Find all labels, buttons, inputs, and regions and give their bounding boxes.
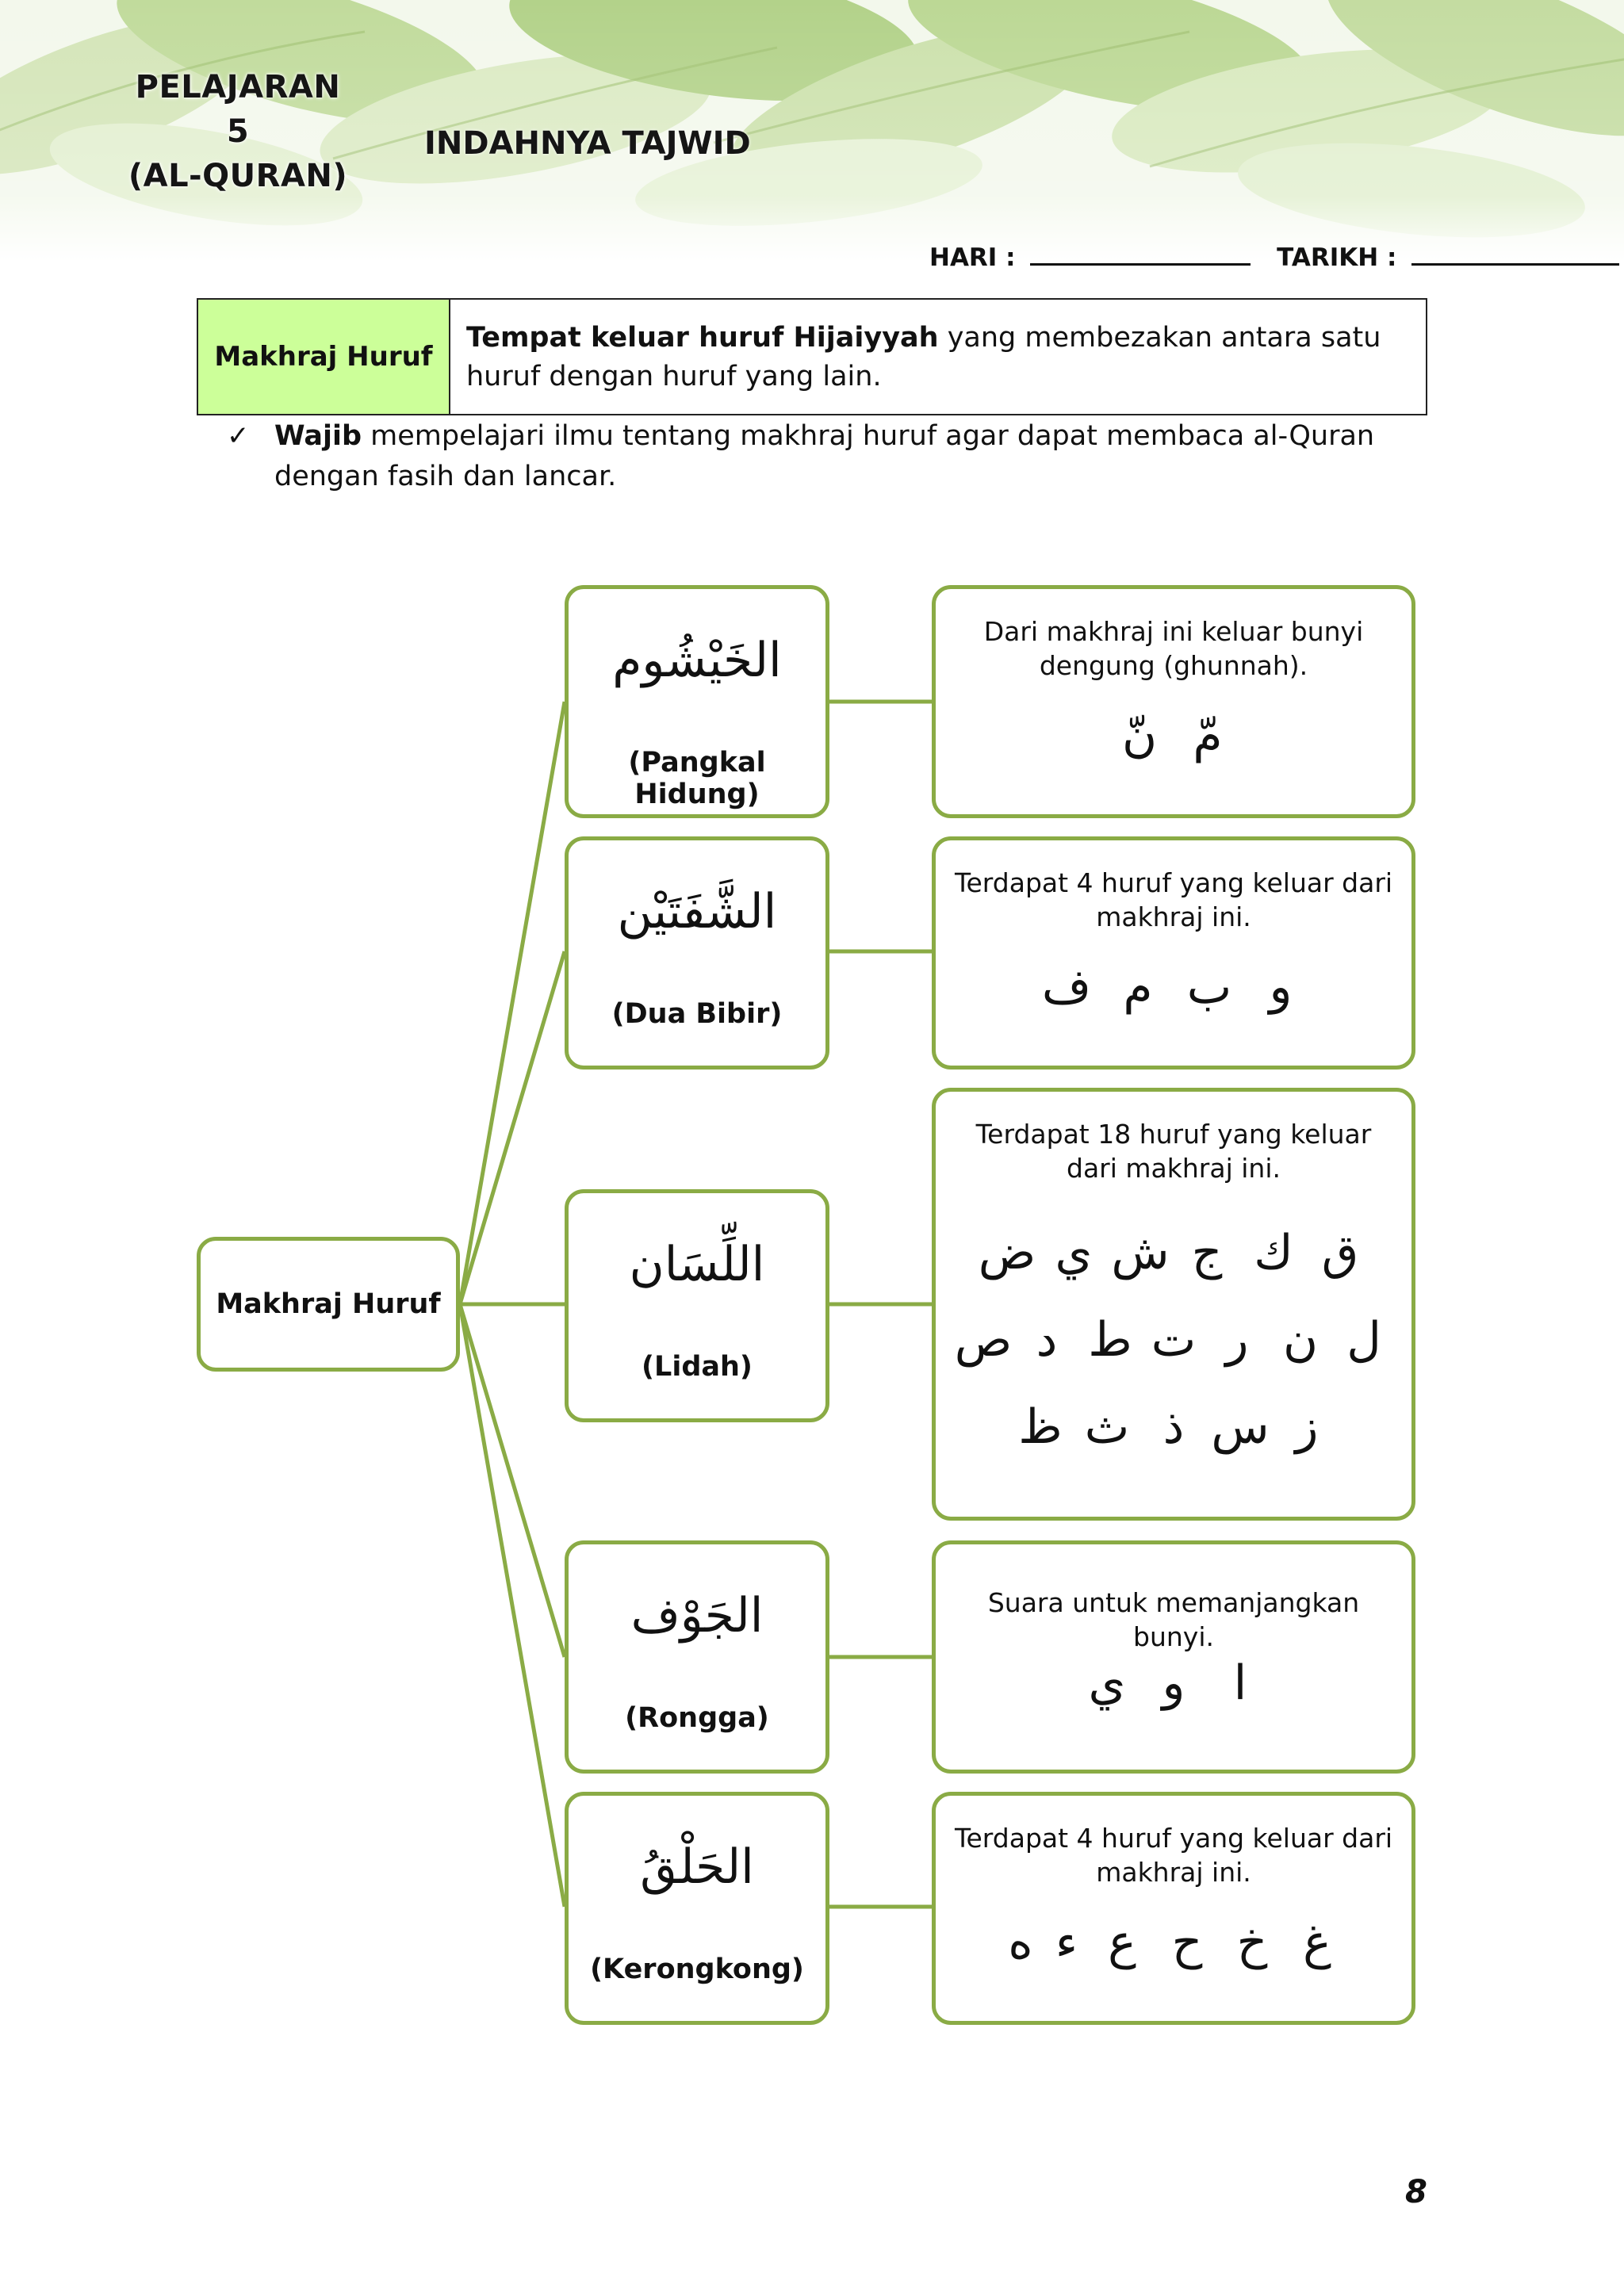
arabic-letter: س <box>1211 1399 1270 1455</box>
arabic-letter: ف <box>1041 959 1092 1015</box>
category-arabic: الخَيْشُوم <box>612 633 782 688</box>
category-label: (Pangkal Hidung) <box>628 747 766 810</box>
category-arabic: الحَلْقُ <box>640 1839 754 1895</box>
arabic-letter: ء <box>1055 1915 1078 1970</box>
arabic-letter: ق <box>1321 1225 1359 1280</box>
arabic-letter: خ <box>1236 1915 1268 1970</box>
note-rest: mempelajari ilmu tentang makhraj huruf agar dapat membaca al-Quran dengan fasih dan lancar. <box>274 420 1375 492</box>
arabic-letter: ت <box>1151 1312 1197 1368</box>
category-label: (Lidah) <box>642 1351 753 1383</box>
hari-label: HARI : <box>929 243 1016 272</box>
checkmark-icon: ✓ <box>227 420 250 452</box>
tarikh-input-line[interactable] <box>1411 239 1619 266</box>
arabic-letter: و <box>1162 1655 1185 1711</box>
category-node-khaisyum <box>565 585 829 818</box>
connector-root-1 <box>460 702 565 1304</box>
category-node-jauf <box>565 1540 829 1774</box>
description-text: Terdapat 4 huruf yang keluar dari makhraj ini. <box>954 867 1393 932</box>
category-arabic: الشَّفَتَيْن <box>617 884 777 939</box>
description-text: Suara untuk memanjangkan bunyi. <box>987 1587 1360 1652</box>
note-bold: Wajib <box>274 420 362 452</box>
description-node-syafatain <box>932 836 1415 1070</box>
arabic-letter: ا <box>1233 1655 1247 1711</box>
arabic-letter: ص <box>954 1312 1013 1368</box>
arabic-letter: غ <box>1303 1915 1331 1970</box>
arabic-letter: ي <box>1088 1655 1126 1711</box>
category-arabic: الجَوْف <box>630 1588 764 1644</box>
letter-row <box>936 959 1411 1015</box>
connector-root-2 <box>460 951 565 1304</box>
description-node-lisan <box>932 1088 1415 1521</box>
category-label: (Dua Bibir) <box>611 998 783 1030</box>
letter-row <box>936 1225 1411 1280</box>
letter-row <box>936 1655 1411 1711</box>
lesson-title <box>111 65 365 198</box>
arabic-letter: ه <box>1008 1915 1033 1970</box>
page-number: 8 <box>1405 2174 1427 2210</box>
definition-text <box>450 300 1426 414</box>
hari-input-line[interactable] <box>1030 239 1251 266</box>
category-node-lisan <box>565 1189 829 1422</box>
lesson-line: PELAJARAN <box>135 69 341 105</box>
description-node-khaisyum <box>932 585 1415 818</box>
arabic-letter: ك <box>1254 1225 1293 1280</box>
category-node-halq <box>565 1792 829 2025</box>
category-node-syafatain <box>565 836 829 1070</box>
description-node-jauf <box>932 1540 1415 1774</box>
arabic-letter: مّ <box>1193 708 1223 763</box>
arabic-letter: ز <box>1295 1399 1319 1455</box>
letter-row <box>936 1399 1411 1455</box>
lesson-line: 5 <box>226 113 250 150</box>
arabic-letter: ش <box>1111 1225 1170 1280</box>
arabic-letter: ب <box>1186 959 1232 1015</box>
arabic-letter: م <box>1123 959 1153 1015</box>
arabic-letter: ث <box>1084 1399 1130 1455</box>
page-title: INDAHNYA TAJWID <box>424 125 751 162</box>
root-node: Makhraj Huruf <box>197 1237 460 1372</box>
connector-root-4 <box>460 1304 565 1657</box>
description-text: Terdapat 4 huruf yang keluar dari makhraj ini. <box>954 1823 1393 1888</box>
arabic-letter: و <box>1269 959 1293 1015</box>
arabic-letter: د <box>1036 1312 1058 1368</box>
arabic-letter: ر <box>1225 1312 1249 1368</box>
arabic-letter: ن <box>1282 1312 1319 1368</box>
description-text: Dari makhraj ini keluar bunyi dengung (ghunnah). <box>983 616 1364 681</box>
arabic-letter: ذ <box>1162 1399 1185 1455</box>
letter-row <box>936 1915 1411 1970</box>
arabic-letter: ج <box>1191 1225 1223 1280</box>
definition-term: Makhraj Huruf <box>198 300 450 414</box>
description-node-halq <box>932 1792 1415 2025</box>
category-label: (Kerongkong) <box>590 1954 804 1985</box>
tarikh-label: TARIKH : <box>1277 243 1397 272</box>
definition-bold: Tempat keluar huruf Hijaiyyah <box>466 322 939 354</box>
arabic-letter: ح <box>1171 1915 1203 1970</box>
connector-root-5 <box>460 1304 565 1907</box>
arabic-letter: ظ <box>1018 1399 1063 1455</box>
definition-table <box>197 298 1427 415</box>
category-arabic: اللِّسَان <box>629 1237 765 1292</box>
description-text: Terdapat 18 huruf yang keluar dari makhraj ini. <box>975 1119 1372 1184</box>
category-label: (Rongga) <box>625 1702 769 1734</box>
letter-row <box>936 1312 1411 1368</box>
arabic-letter: ض <box>978 1225 1036 1280</box>
definition-rest: yang membezakan antara satu huruf dengan huruf yang lain. <box>466 322 1381 392</box>
arabic-letter: ي <box>1055 1225 1093 1280</box>
lesson-line: (AL-QURAN) <box>128 158 348 194</box>
arabic-letter: ع <box>1108 1915 1136 1970</box>
arabic-letter: نّ <box>1121 708 1158 763</box>
date-fields <box>929 239 1619 272</box>
arabic-letter: ل <box>1346 1312 1381 1368</box>
note <box>227 416 1385 497</box>
letter-row <box>936 708 1411 763</box>
arabic-letter: ط <box>1088 1312 1132 1368</box>
